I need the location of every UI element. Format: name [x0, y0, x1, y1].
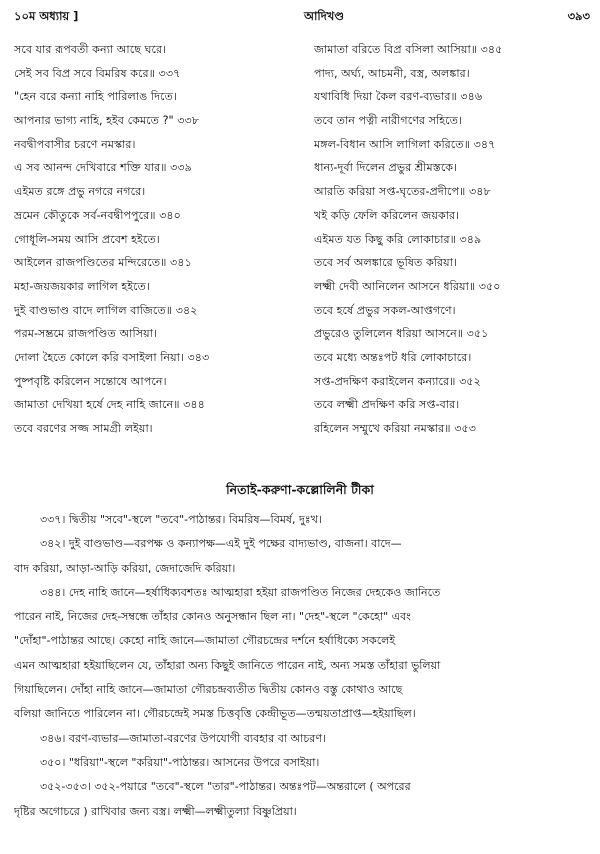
verse-line: মঙ্গল-বিধান আসি লাগিলা করিতে॥ ৩৪৭ — [314, 137, 496, 151]
verse-line: দুই বাণ্ডভাণ্ড বাদে লাগিল বাজিতে॥ ৩৪২ — [14, 303, 198, 317]
verse-line: এইমত যত কিছু করি লোকাচার॥ ৩৪৯ — [314, 232, 482, 246]
verse-line: পুষ্পবৃষ্টি করিলেন সন্তোষে আপনে। — [14, 374, 167, 388]
verse-line: তবে সর্ব অলঙ্কারে ভূষিত করিয়া। — [314, 256, 457, 270]
commentary-line: ৩৪৪। দেহ নাহি জানে—হর্ষাধিক্যবশতঃ আত্মহারা হইয়া রাজপণ্ডিত নিজের দেহকেও জানিতে — [40, 585, 441, 599]
verse-line: জামাতা বরিতে বিপ্র বসিলা আসিয়া॥ ৩৪৫ — [314, 43, 503, 56]
commentary-line: ৩৩৭। দ্বিতীয় "সবে"-স্থলে "তবে"-পাঠান্তর। বিমরিষ—বিমর্ষ, দুঃখ। — [40, 513, 322, 526]
verse-line: মহা-জয়জয়কার লাগিল হইতে। — [14, 279, 150, 293]
verse-line: ধান্য-দূর্বা দিলেন প্রভুর শ্রীমস্তকে। — [314, 161, 458, 175]
verse-line: তবে বরণের সজ্জ সামগ্রী লইয়া। — [14, 422, 153, 435]
verse-line: দোলা হৈতে কোলে করি বসাইলা নিয়া। ৩৪৩ — [14, 350, 210, 364]
verse-line: ভ্রমেন কৌতুকে সর্ব-নবদ্বীপপুরে॥ ৩৪০ — [14, 208, 181, 222]
commentary-line: দৃষ্টির অগোচরে ) রাখিবার জন্য বস্ত্র। লক্ষ্মী—লক্ষ্মীতুল্যা বিষ্ণুপ্রিয়া। — [14, 804, 297, 818]
section-title: আদিখণ্ড — [304, 9, 345, 23]
commentary-line: বাদ করিয়া, আড়া-আড়ি করিয়া, জেদাজেদি করিয়া। — [14, 561, 236, 575]
commentary-line: "দোঁহা"-পাঠান্তর আছে। কেহো নাহি জানে—জামাতা গৌরচন্দ্রের দর্শনে হর্ষাধিক্যে সকলেই — [14, 634, 396, 648]
page-header — [14, 8, 590, 26]
verse-line: আরতি করিয়া সপ্ত-ঘৃতের-প্রদীপে॥ ৩৪৮ — [314, 185, 491, 199]
verse-line: জামাতা দেখিয়া হর্ষে দেহ নাহি জানে॥ ৩৪৪ — [14, 398, 205, 412]
commentary-line: বলিয়া জানিতে পারিলেন না। গৌরচন্দ্রেই সমস্ত চিত্তবৃত্তি কেন্দ্রীভূত—তন্ময়তাপ্রাপ্ত—হইয়াছিল। — [14, 707, 416, 721]
verse-line: এইমত রঙ্গে প্রভু নগরে নগরে। — [14, 185, 146, 199]
verse-line: তবে মধ্যে অন্তঃপট ধরি লোকাচারে। — [314, 350, 472, 364]
commentary-line: ৩৪৬। বরণ-ব্যভার—জামাতা-বরণের উপযোগী ব্যবহার বা আচরণ। — [40, 731, 326, 745]
verse-line: সেই সব বিপ্র সবে বিমরিষ করে॥ ৩৩৭ — [14, 66, 181, 80]
verse-line: এ সব আনন্দ দেখিবারে শক্তি যার॥ ৩৩৯ — [14, 161, 192, 175]
verse-line: গোধূলি-সময় আসি প্রবেশ হইতে। — [14, 232, 160, 246]
verse-line: যথাবিধি দিয়া কৈল বরণ-ব্যভার॥ ৩৪৬ — [314, 90, 483, 104]
verse-line: লক্ষ্মী দেবী আনিলেন আসনে ধরিয়া॥ ৩৫০ — [314, 279, 501, 293]
verse-line: পরম-সম্ভ্রমে রাজপণ্ডিত আসিয়া। — [14, 327, 157, 341]
commentary-line: গিয়াছিলেন। দোঁহা নাহি জানে—জামাতা গৌরচন্দ্রব্যতীত দ্বিতীয় কোনও বস্তু কোথাও আছে — [14, 683, 403, 697]
verse-line: নবদ্বীপবাসীর চরণে নমস্কার। — [14, 137, 136, 151]
verse-line: আপনার ভাগ্য নাহি, হইব কেমতে ?" ৩৩৮ — [14, 114, 200, 128]
verse-line: আইলেন রাজপণ্ডিতের মন্দিরেতে॥ ৩৪১ — [14, 256, 192, 270]
commentary-line: ৩৫০। "ধরিয়া"-স্থলে "করিয়া"-পাঠান্তর। আসনের উপরে বসাইয়া। — [40, 755, 320, 769]
verse-line: পাদ্য, অর্ঘ্য, আচমনী, বস্ত্র, অলঙ্কার। — [314, 66, 470, 80]
verse-line: "হেন বরে কন্যা নাহি পারিলাঙ দিতে। — [14, 90, 177, 104]
commentary-title: নিতাই-করুণা-কল্লোলিনী টীকা — [226, 482, 374, 497]
verse-column-left — [14, 38, 306, 441]
verse-line: তবে হর্ষে প্রভুর সকল-আপ্তগণে। — [314, 303, 456, 317]
chapter-label: ১০ম অধ্যায় ] — [14, 9, 79, 23]
verse-line: সপ্ত-প্রদক্ষিণ করাইলেন কন্যারে॥ ৩৫২ — [314, 374, 481, 388]
verse-column-right — [314, 38, 594, 441]
commentary-line: পারেন নাই, নিজের দেহ-সম্বন্ধে তাঁহার কোনও অনুসন্ধান ছিল না। "দেহ"-স্থলে "কেহো" এবং — [14, 610, 411, 624]
verse-line: তবে লক্ষ্মী প্রদক্ষিণ করি সপ্ত-বার। — [314, 398, 460, 412]
commentary-line: ৩৪২। দুই বাণ্ডভাণ্ড—বরপক্ষ ও কন্যাপক্ষ—এই দুই পক্ষের বাদ্যভাণ্ড, বাজনা। বাদে— — [40, 537, 402, 551]
commentary-body — [14, 508, 592, 824]
verse-line: তবে তান পত্নী নারীগণের সহিতে। — [314, 114, 463, 128]
verse-line: সবে যার রূপবতী কন্যা আছে ঘরে। — [14, 43, 167, 56]
verse-line: খই কড়ি ফেলি করিলেন জয়কার। — [314, 208, 460, 222]
verse-line: প্রভুরেও তুলিলেন ধরিয়া আসনে॥ ৩৫১ — [314, 327, 489, 341]
page-number: ৩৯৩ — [567, 9, 590, 23]
commentary-line: এমন আত্মহারা হইয়াছিলেন যে, তাঁহারা অন্য কিছুই জানিতে পারেন নাই, অন্য সমস্ত তাঁহারা ভুলিয়া — [14, 658, 441, 672]
verse-line: রহিলেন সম্মুখে করিয়া নমস্কার॥ ৩৫৩ — [314, 422, 477, 435]
commentary-line: ৩৫২-৩৫৩। ৩৫২-পয়ারে "তবে"-স্থলে "তার"-পাঠান্তর। অন্তঃপট—অন্তরালে ( অপরের — [40, 780, 411, 794]
